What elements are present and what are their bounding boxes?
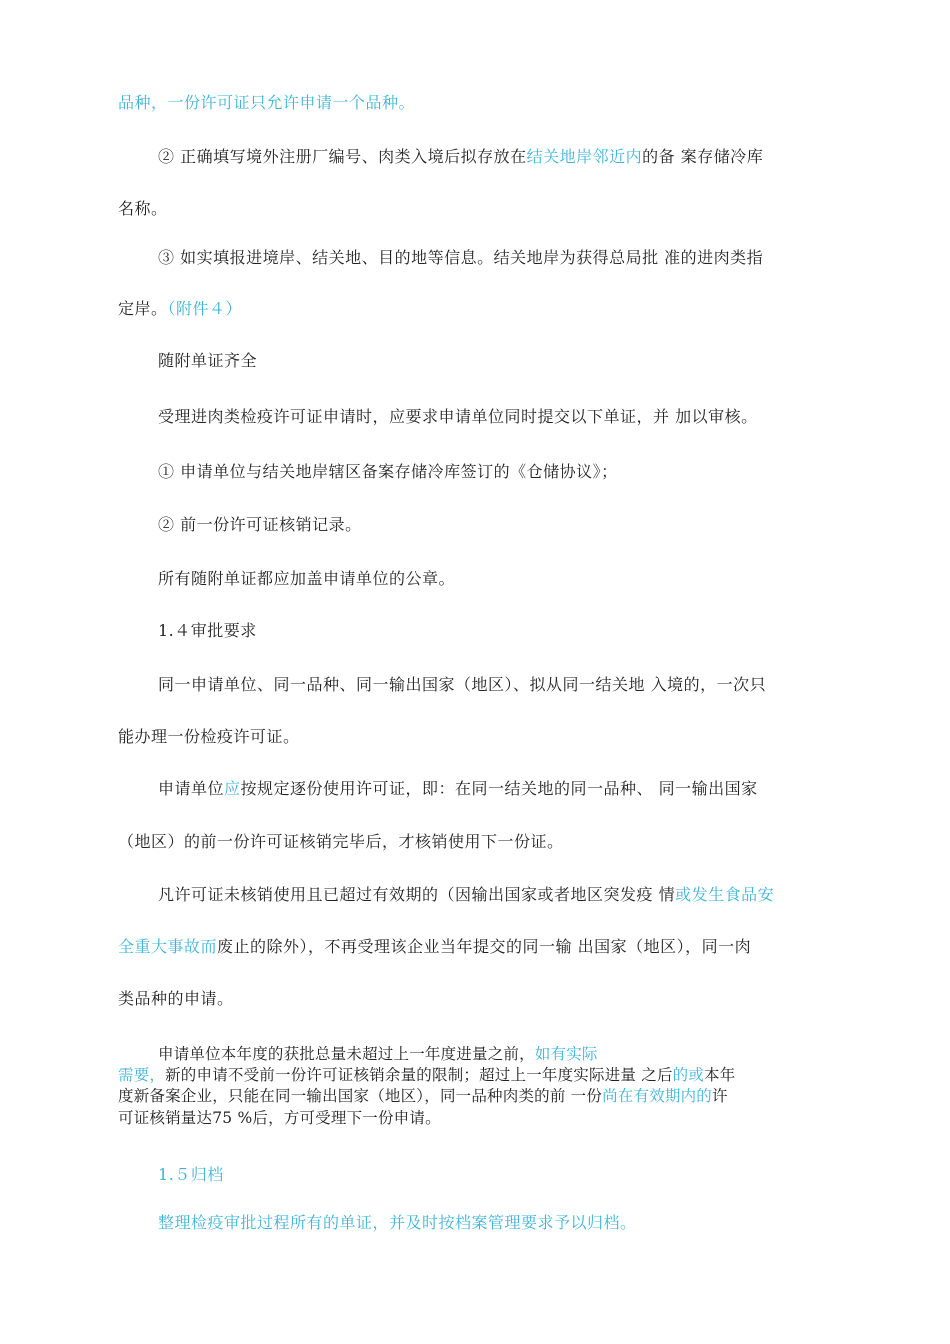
- paragraph-line: 申请单位应按规定逐份使用许可证，即：在同一结关地的同一品种、 同一输出国家: [158, 779, 758, 798]
- list-item-2-line1: ② 正确填写境外注册厂编号、肉类入境后拟存放在结关地岸邻近内的备 案存储冷库: [158, 147, 764, 166]
- paragraph-line: 整理检疫审批过程所有的单证，并及时按档案管理要求予以归档。: [158, 1213, 637, 1232]
- paragraph-line: 同一申请单位、同一品种、同一输出国家（地区）、拟从同一结关地 入境的，一次只: [158, 675, 767, 694]
- paragraph-line: 度新备案企业，只能在同一输出国家（地区），同一品种肉类的前 一份尚在有效期内的许: [118, 1087, 728, 1105]
- paragraph-line: 申请单位本年度的获批总量未超过上一年度进量之前，如有实际: [158, 1045, 598, 1063]
- paragraph-line: 可证核销量达75 %后，方可受理下一份申请。: [118, 1109, 441, 1127]
- paragraph-line: （地区）的前一份许可证核销完毕后，才核销使用下一份证。: [118, 832, 564, 851]
- section-heading: 随附单证齐全: [158, 351, 258, 370]
- paragraph-line: 所有随附单证都应加盖申请单位的公章。: [158, 569, 456, 588]
- list-item-1: ① 申请单位与结关地岸辖区备案存储冷库签订的《仓储协议》；: [158, 462, 618, 481]
- section-heading-1-4: 1.４审批要求: [158, 621, 257, 640]
- paragraph-line: 凡许可证未核销使用且已超过有效期的（因输出国家或者地区突发疫 情或发生食品安: [158, 885, 775, 904]
- list-item-3-line1: ③ 如实填报进境岸、结关地、目的地等信息。结关地岸为获得总局批 准的进肉类指: [158, 248, 764, 267]
- paragraph-line: 全重大事故而废止的除外），不再受理该企业当年提交的同一输 出国家（地区），同一肉: [118, 937, 752, 956]
- paragraph-line: 需要，新的申请不受前一份许可证核销余量的限制；超过上一年度实际进量 之后的或本年: [118, 1066, 736, 1084]
- section-heading-1-5: 1.５归档: [158, 1165, 224, 1184]
- list-item-2-line2: 名称。: [118, 199, 168, 218]
- list-item-2: ② 前一份许可证核销记录。: [158, 515, 362, 534]
- paragraph-line: 品种，一份许可证只允许申请一个品种。: [118, 93, 416, 112]
- paragraph-line: 类品种的申请。: [118, 989, 234, 1008]
- paragraph-line: 受理进肉类检疫许可证申请时，应要求申请单位同时提交以下单证，并 加以审核。: [158, 407, 758, 426]
- list-item-3-line2: 定岸。（附件４）: [118, 299, 243, 318]
- paragraph-line: 能办理一份检疫许可证。: [118, 727, 300, 746]
